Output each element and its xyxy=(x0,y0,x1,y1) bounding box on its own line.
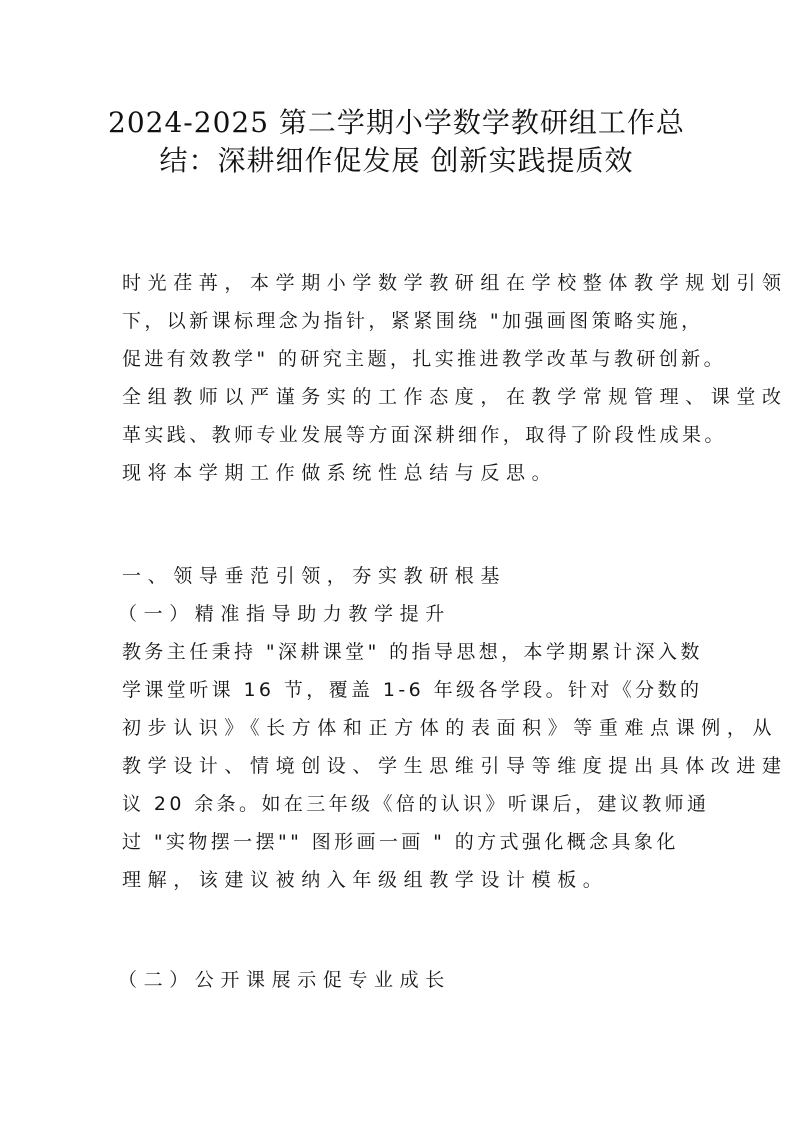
body-line: 学课堂听课 16 节，覆盖 1-6 年级各学段。针对《分数的 xyxy=(122,679,703,701)
body-line: 教务主任秉持 "深耕课堂" 的指导思想，本学期累计深入数 xyxy=(122,641,703,663)
subsection-1-heading: （一）精准指导助力教学提升 xyxy=(118,603,451,625)
intro-line: 现将本学期工作做系统性总结与反思。 xyxy=(122,462,558,484)
body-line: 过 "实物摆一摆"" 图形画一画 " 的方式强化概念具象化 xyxy=(122,831,679,853)
intro-line: 全组教师以严谨务实的工作态度，在教学常规管理、课堂改 xyxy=(122,386,788,408)
intro-line: 促进有效教学" 的研究主题，扎实推进教学改革与教研创新。 xyxy=(122,348,726,370)
section-1-heading: 一、领导垂范引领，夯实教研根基 xyxy=(122,565,507,587)
body-line: 初步认识》《长方体和正方体的表面积》等重难点课例，从 xyxy=(122,717,779,739)
body-line: 议 20 余条。如在三年级《倍的认识》听课后，建议教师通 xyxy=(122,793,710,815)
intro-line: 时光荏苒，本学期小学数学教研组在学校整体教学规划引领 xyxy=(122,272,788,294)
body-line: 教学设计、情境创设、学生思维引导等维度提出具体改进建 xyxy=(122,755,788,777)
document-title-line-2: 结：深耕细作促发展 创新实践提质效 xyxy=(159,144,634,177)
subsection-2-heading: （二）公开课展示促专业成长 xyxy=(118,969,451,991)
body-line: 理解，该建议被纳入年级组教学设计模板。 xyxy=(122,869,609,891)
intro-line: 革实践、教师专业发展等方面深耕细作，取得了阶段性成果。 xyxy=(122,424,727,446)
document-title-line-1: 2024-2025 第二学期小学数学教研组工作总 xyxy=(108,106,685,139)
intro-line: 下，以新课标理念为指针，紧紧围绕 "加强画图策略实施， xyxy=(122,310,704,332)
